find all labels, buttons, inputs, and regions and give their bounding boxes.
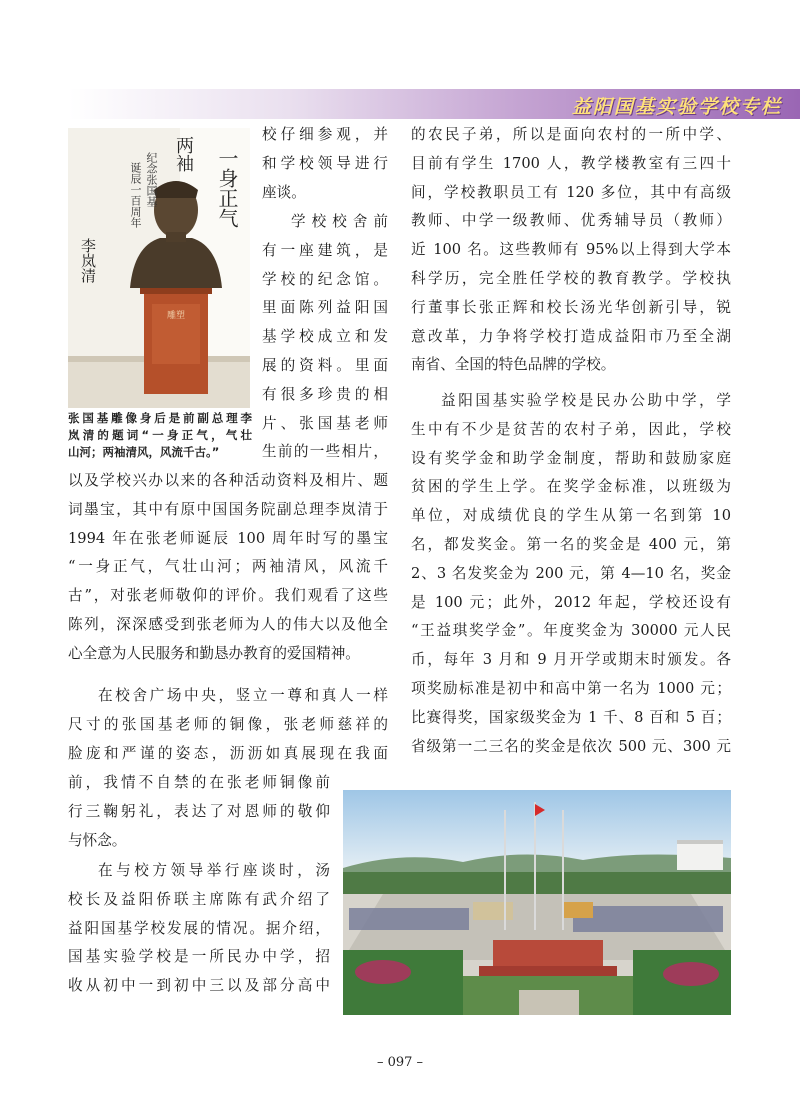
text-line: 单位，对成绩优良的学生从第一名到第 10 xyxy=(411,507,731,525)
text-line: 收从初中一到初中三以及部分高中 xyxy=(68,977,330,995)
calligraphy-left-column-2: 诞辰一百周年 xyxy=(129,162,142,228)
caption-line: 张国基雕像身后是前副总理李 xyxy=(68,411,252,425)
text-line: 生中有不少是贫苦的农村子弟，因此，学校 xyxy=(411,420,731,438)
calligraphy-right-column: 一身正气 xyxy=(215,148,239,228)
text-line: 行三鞠躬礼，表达了对恩师的敬仰 xyxy=(68,802,330,820)
text-line: 陈列，深深感受到张老师为人的伟大以及他全 xyxy=(68,615,388,633)
calligraphy-signature: 李岚清 xyxy=(79,238,97,283)
school-overview-paragraph xyxy=(411,121,731,380)
text-line: “王益琪奖学金”。年度奖金为 30000 元人民 xyxy=(411,622,731,640)
text-line: 2、3 名发奖金为 200 元，第 4—10 名，奖金 xyxy=(411,564,731,582)
campus-illustration xyxy=(343,790,731,1015)
text-line: 目前有学生 1700 人，教学楼教室有三四十 xyxy=(411,154,731,172)
text-line: 古”，对张老师敬仰的评价。我们观看了这些 xyxy=(68,587,388,605)
text-line: 有一座建筑，是 xyxy=(262,241,388,259)
text-line: 设有奖学金和助学金制度，帮助和鼓励家庭 xyxy=(411,449,731,467)
text-line: 在校舍广场中央，竖立一尊和真人一样 xyxy=(98,687,388,704)
calligraphy-middle-column: 两袖 xyxy=(173,136,194,172)
text-line: 词墨宝，其中有原中国国务院副总理李岚清于 xyxy=(68,500,388,518)
caption-line: 岚清的题词“一身正气，气壮 xyxy=(68,428,252,442)
text-line: 有很多珍贵的相 xyxy=(262,385,388,403)
meeting-paragraph xyxy=(68,857,330,1001)
text-line: 省级第一二三名的奖金是依次 500 元、300 元 xyxy=(411,737,731,755)
text-line: 科学历，完全胜任学校的教育教学。学校执 xyxy=(411,269,731,287)
text-line: 行董事长张正辉和校长汤光华创新引导，锐 xyxy=(411,298,731,316)
text-line: 的农民子弟，所以是面向农村的一所中学、 xyxy=(411,126,731,143)
text-line: 展的资料。里面 xyxy=(262,356,388,374)
text-line: 在与校方领导举行座谈时，汤 xyxy=(98,862,330,879)
text-line: 1994 年在张老师诞辰 100 周年时写的墨宝 xyxy=(68,529,388,547)
text-line: 比赛得奖，国家级奖金为 1 千、8 百和 5 百； xyxy=(411,708,731,726)
column-header-band xyxy=(68,89,800,119)
caption-line: 山河；两袖清风，风流千古。” xyxy=(68,445,220,459)
text-line: 学校的纪念馆。 xyxy=(262,270,388,288)
exhibition-paragraph xyxy=(68,467,388,669)
text-line: 益阳国基实验学校是民办公助中学，学 xyxy=(441,392,731,409)
text-line: 意改革，力争将学校打造成益阳市乃至全湖 xyxy=(411,327,731,345)
text-line: 项奖励标准是初中和高中第一名为 1000 元； xyxy=(411,679,731,697)
text-line: 前，我情不自禁的在张老师铜像前 xyxy=(68,774,330,791)
text-line: 是 100 元；此外，2012 年起，学校还设有 xyxy=(411,593,731,611)
text-line: 间，学校教职员工有 120 多位，其中有高级 xyxy=(411,183,731,201)
text-line: 生前的一些相片， xyxy=(262,443,388,461)
text-line: 脸庞和严谨的姿态，沥沥如真展现在我面 xyxy=(68,744,388,762)
text-line: 益阳国基学校发展的情况。据介绍， xyxy=(68,919,330,937)
text-line: 校仔细参观，并 xyxy=(262,126,388,143)
left-column-top-paragraph xyxy=(262,121,388,207)
text-line: “一身正气，气壮山河；两袖清风，风流千 xyxy=(68,558,388,576)
bust-photo xyxy=(68,128,250,408)
calligraphy-left-column-1: 纪念张国基 xyxy=(145,152,158,207)
text-line: 和学校领导进行 xyxy=(262,154,388,172)
text-line: 贫困的学生上学。在奖学金标准，以班级为 xyxy=(411,478,731,496)
column-header-title: 益阳国基实验学校专栏 xyxy=(571,96,782,118)
text-line: 与怀念。 xyxy=(68,831,127,849)
text-line: 片、张国基老师 xyxy=(262,414,388,432)
text-line: 教师、中学一级教师、优秀辅导员（教师） xyxy=(411,212,731,230)
text-line: 校长及益阳侨联主席陈有武介绍了 xyxy=(68,890,330,908)
text-line: 心全意为人民服务和勤恳办教育的爱国精神。 xyxy=(68,644,360,662)
page-number: – 097 – xyxy=(376,1055,424,1070)
statue-paragraph-continued xyxy=(68,769,330,855)
text-line: 座谈。 xyxy=(262,183,306,201)
bust-photo-caption xyxy=(68,410,252,461)
text-line: 学校校舍前 xyxy=(291,213,388,230)
memorial-hall-paragraph xyxy=(262,208,388,467)
statue-paragraph xyxy=(68,682,388,768)
text-line: 名，都发奖金。第一名的奖金是 400 元，第 xyxy=(411,535,731,553)
text-line: 以及学校兴办以来的各种活动资料及相片、题 xyxy=(68,472,388,489)
campus-square-photo xyxy=(343,790,731,1015)
scholarship-paragraph xyxy=(411,387,731,761)
text-line: 里面陈列益阳国 xyxy=(262,299,388,317)
pedestal-plaque: 雕塑 xyxy=(166,311,185,321)
text-line: 基学校成立和发 xyxy=(262,328,388,346)
text-line: 国基实验学校是一所民办中学，招 xyxy=(68,948,330,966)
text-line: 近 100 名。这些教师有 95%以上得到大学本 xyxy=(411,241,731,259)
text-line: 尺寸的张国基老师的铜像，张老师慈祥的 xyxy=(68,715,388,733)
text-line: 币，每年 3 月和 9 月开学或期末时颁发。各 xyxy=(411,651,731,669)
text-line: 南省、全国的特色品牌的学校。 xyxy=(411,356,616,374)
